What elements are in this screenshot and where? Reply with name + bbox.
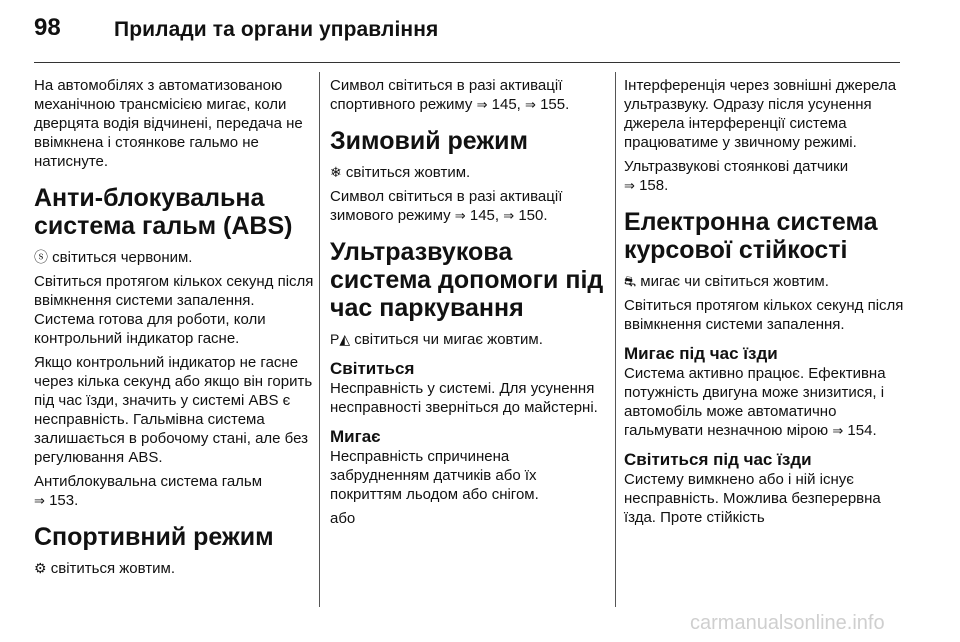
paragraph: або — [330, 510, 356, 527]
page-ref-link[interactable]: 153. — [49, 492, 79, 509]
page-ref-link[interactable]: 145, — [491, 96, 526, 113]
subheading-blink: Мигає — [330, 427, 381, 446]
page-ref-link[interactable]: 155. — [540, 96, 570, 113]
heading-winter-mode: Зимовий режим — [330, 127, 528, 155]
paragraph-with-ref — [624, 157, 914, 195]
page-ref-link[interactable]: 154. — [847, 422, 877, 439]
ref-text: Антиблокувальна система гальм — [34, 473, 263, 490]
page-number: 98 — [34, 14, 61, 41]
page-ref-arrow-icon: ⇒ — [503, 208, 515, 223]
heading-sport-mode: Спортивний режим — [34, 523, 274, 551]
esc-status-line — [624, 272, 914, 291]
page-ref-arrow-icon: ⇒ — [476, 97, 488, 112]
stability-control-icon: ⛐ — [624, 273, 637, 289]
abs-icon: ⓢ — [34, 249, 48, 265]
page-ref-arrow-icon: ⇒ — [832, 423, 844, 438]
paragraph-with-ref — [330, 76, 608, 114]
page-ref-arrow-icon: ⇒ — [624, 178, 635, 193]
abs-status-line — [34, 248, 314, 267]
column-2 — [330, 76, 608, 533]
page-ref-arrow-icon: ⇒ — [34, 493, 45, 508]
paragraph-with-ref — [34, 472, 314, 510]
parking-assist-icon: P◭ — [330, 331, 351, 347]
page-ref-arrow-icon: ⇒ — [454, 208, 466, 223]
park-status-line — [330, 330, 608, 349]
subheading-lit: Світиться — [330, 359, 415, 378]
heading-stability-control: Електронна система курсової стійкості — [624, 208, 878, 264]
heading-abs: Анти-блокувальна система гальм (ABS) — [34, 184, 293, 240]
page-ref-link[interactable]: 150. — [518, 207, 548, 224]
page-ref-link[interactable]: 145, — [469, 207, 504, 224]
paragraph-with-ref — [624, 364, 914, 440]
ref-text: Система активно працює. Ефективна потужність двигуна може знизитися, і автомобіль може автоматично гальмувати незначною мірою — [624, 365, 886, 439]
sport-mode-icon: ⚙ — [34, 560, 47, 576]
paragraph-with-ref — [330, 187, 608, 225]
page-title: Прилади та органи управління — [114, 18, 439, 41]
page-header — [34, 14, 900, 42]
esc-status-text: мигає чи світиться жовтим. — [636, 273, 829, 290]
paragraph: Світиться протягом кількох секунд після ввімкнення системи запалення. Система готова для роботи, коли контрольний індикатор гасне. — [34, 273, 314, 347]
park-status-text: світиться чи мигає жовтим. — [350, 331, 543, 348]
ref-text: Ультразвукові стоянкові датчики — [624, 158, 849, 175]
paragraph: Систему вимкнено або і ній існує несправність. Можлива безперервна їзда. Проте стійкість — [624, 471, 881, 526]
subheading-blink-drive: Мигає під час їзди — [624, 344, 778, 363]
subheading-lit-drive: Світиться під час їзди — [624, 450, 812, 469]
column-divider-1 — [319, 72, 320, 607]
paragraph: Несправність у системі. Для усунення несправності зверніться до майстерні. — [330, 380, 598, 416]
column-divider-2 — [615, 72, 616, 607]
header-rule — [34, 62, 900, 63]
column-1 — [34, 76, 314, 583]
paragraph: Якщо контрольний індикатор не гасне через кілька секунд або якщо він горить під час їзди, значить у системі ABS є несправність. Гальмівна система залишається в робочому стані, але без регулювання ABS. — [34, 354, 313, 466]
paragraph: Світиться протягом кількох секунд після ввімкнення системи запалення. — [624, 297, 904, 333]
winter-status-text: світиться жовтим. — [341, 164, 471, 181]
paragraph: На автомобілях з автоматизованою механічною трансмісією мигає, коли дверцята водія відчинені, передача не ввімкнена і стоянкове гальмо не натиснуте. — [34, 77, 303, 170]
page-ref-link[interactable]: 158. — [639, 177, 669, 194]
ref-text: Символ світиться в разі активації зимового режиму — [330, 188, 563, 224]
column-3 — [624, 76, 914, 532]
abs-status-text: світиться червоним. — [48, 249, 193, 266]
sport-status-line — [34, 559, 314, 578]
winter-status-line — [330, 163, 608, 182]
watermark: carmanualsonline.info — [690, 612, 885, 634]
ref-text: Символ світиться в разі активації спортивного режиму — [330, 77, 563, 113]
page-ref-arrow-icon: ⇒ — [525, 97, 536, 112]
snowflake-icon: ❄ — [330, 164, 342, 180]
paragraph: Несправність спричинена забрудненням датчиків або їх покриттям льодом або снігом. — [330, 448, 539, 503]
heading-parking-assist: Ультразвукова система допомоги під час паркування — [330, 238, 604, 322]
sport-status-text: світиться жовтим. — [46, 560, 175, 577]
paragraph: Інтерференція через зовнішні джерела ультразвуку. Одразу після усунення джерела інтерференції система працюватиме у звичному режимі. — [624, 77, 897, 151]
